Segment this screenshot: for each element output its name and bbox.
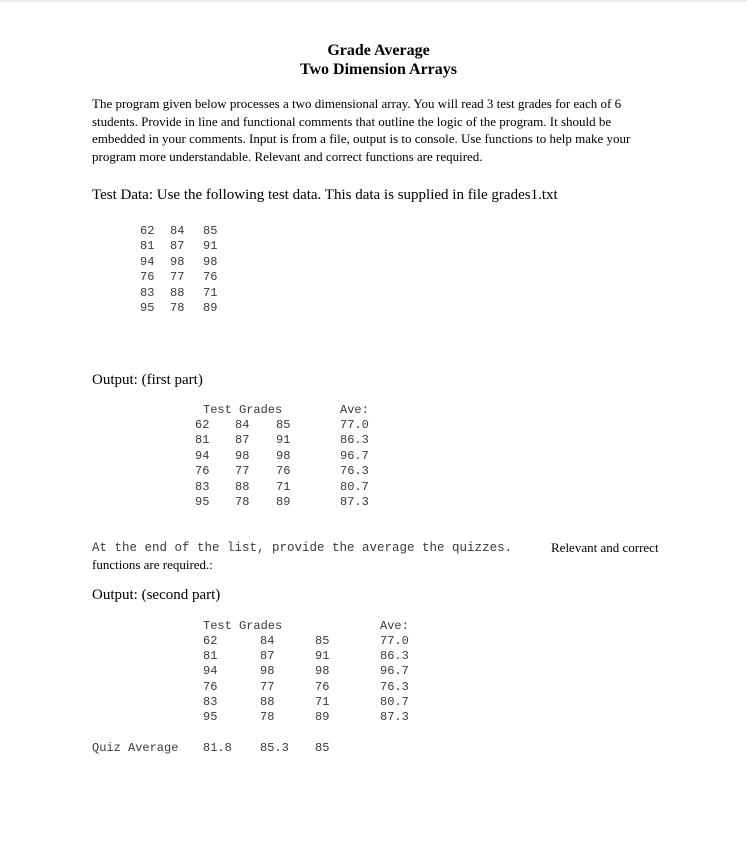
second-grade-cell: 81 bbox=[203, 649, 218, 664]
test-data-cell: 78 bbox=[170, 301, 185, 315]
first-average-cell: 77.0 bbox=[340, 418, 369, 432]
second-average-cell: 96.7 bbox=[380, 664, 409, 679]
first-grade-cell: 88 bbox=[235, 479, 250, 494]
second-grade-cell: 76 bbox=[315, 679, 330, 694]
first-grade-cell: 98 bbox=[235, 448, 250, 463]
first-grade-cell: 98 bbox=[276, 448, 291, 463]
first-grade-cell: 77 bbox=[235, 464, 250, 479]
second-average-cell: 77.0 bbox=[380, 634, 409, 648]
first-grade-cell: 78 bbox=[235, 495, 250, 509]
first-grade-cell: 81 bbox=[195, 433, 210, 448]
page-title: Grade Average bbox=[327, 42, 430, 59]
second-grade-cell: 77 bbox=[260, 679, 275, 694]
test-data-cell: 85 bbox=[203, 224, 218, 238]
test-data-cell: 98 bbox=[203, 254, 218, 269]
first-average-cell: 76.3 bbox=[340, 464, 369, 479]
second-grade-cell: 83 bbox=[203, 694, 218, 709]
first-average-cell: 96.7 bbox=[340, 448, 369, 463]
first-grade-cell: 94 bbox=[195, 448, 210, 463]
second-grades-header: Test Grades bbox=[203, 619, 283, 633]
quiz-average-2: 85.3 bbox=[260, 741, 289, 755]
first-grade-cell: 76 bbox=[276, 464, 291, 479]
instruction-serif-continued: functions are required.: bbox=[92, 557, 213, 572]
output-second-heading: Output: (second part) bbox=[92, 587, 221, 603]
intro-paragraph: The program given below processes a two dimensional array. You will read 3 test grades for each of 6 students. Provide in line and functional comments that outline the logic of the program. It should be embedded in your comments. Input is from a file, output is to console. Use functions to help make your program more understandable. Relevant and correct functions are required. bbox=[92, 96, 631, 164]
second-grade-cell: 85 bbox=[315, 634, 330, 648]
first-grade-cell: 87 bbox=[235, 433, 250, 448]
test-data-cell: 98 bbox=[170, 254, 185, 269]
second-ave-header: Ave: bbox=[380, 619, 409, 633]
output-first-heading: Output: (first part) bbox=[92, 372, 203, 388]
second-grade-cell: 95 bbox=[203, 710, 218, 724]
test-data-cell: 76 bbox=[203, 270, 218, 285]
test-data-cell: 87 bbox=[170, 239, 185, 254]
test-data-cell: 89 bbox=[203, 301, 218, 315]
first-grade-cell: 89 bbox=[276, 495, 291, 509]
second-grade-cell: 98 bbox=[315, 664, 330, 679]
second-grade-cell: 84 bbox=[260, 634, 275, 648]
first-grade-cell: 62 bbox=[195, 418, 210, 432]
first-grade-cell: 91 bbox=[276, 433, 291, 448]
first-grade-cell: 71 bbox=[276, 479, 291, 494]
second-average-cell: 87.3 bbox=[380, 710, 409, 724]
test-data-cell: 62 bbox=[140, 224, 155, 238]
instruction-serif-text: Relevant and correct bbox=[551, 540, 659, 555]
instruction-mono-text: At the end of the list, provide the average the quizzes. bbox=[92, 541, 513, 555]
second-grade-cell: 78 bbox=[260, 710, 275, 724]
test-data-cell: 84 bbox=[170, 224, 185, 238]
test-data-cell: 95 bbox=[140, 301, 155, 315]
second-grade-cell: 89 bbox=[315, 710, 330, 724]
second-grade-cell: 76 bbox=[203, 679, 218, 694]
second-average-cell: 76.3 bbox=[380, 679, 409, 694]
second-grade-cell: 87 bbox=[260, 649, 275, 664]
test-data-cell: 83 bbox=[140, 285, 155, 300]
page-subtitle: Two Dimension Arrays bbox=[299, 61, 458, 78]
second-grade-cell: 71 bbox=[315, 694, 330, 709]
first-average-cell: 86.3 bbox=[340, 433, 369, 448]
second-average-cell: 80.7 bbox=[380, 694, 409, 709]
test-data-cell: 71 bbox=[203, 285, 218, 300]
second-grade-cell: 98 bbox=[260, 664, 275, 679]
second-grade-cell: 94 bbox=[203, 664, 218, 679]
test-data-cell: 77 bbox=[170, 270, 185, 285]
quiz-average-label: Quiz Average bbox=[92, 741, 179, 755]
first-grade-cell: 76 bbox=[195, 464, 210, 479]
first-grade-cell: 85 bbox=[276, 418, 291, 432]
test-data-cell: 91 bbox=[203, 239, 218, 254]
test-data-cell: 76 bbox=[140, 270, 155, 285]
test-data-cell: 94 bbox=[140, 254, 155, 269]
first-grade-cell: 83 bbox=[195, 479, 210, 494]
first-grades-header: Test Grades bbox=[203, 403, 283, 417]
second-grade-cell: 88 bbox=[260, 694, 275, 709]
test-data-cell: 88 bbox=[170, 285, 185, 300]
test-data-heading: Test Data: Use the following test data. This data is supplied in file grades1.txt bbox=[92, 187, 558, 203]
first-average-cell: 80.7 bbox=[340, 479, 369, 494]
second-grade-cell: 91 bbox=[315, 649, 330, 664]
first-grade-cell: 95 bbox=[195, 495, 210, 509]
first-ave-header: Ave: bbox=[340, 403, 369, 417]
second-average-cell: 86.3 bbox=[380, 649, 409, 664]
top-border bbox=[0, 0, 747, 2]
second-grade-cell: 62 bbox=[203, 634, 218, 648]
quiz-average-1: 81.8 bbox=[203, 741, 232, 755]
quiz-average-3: 85 bbox=[315, 741, 330, 755]
first-average-cell: 87.3 bbox=[340, 495, 369, 509]
first-grade-cell: 84 bbox=[235, 418, 250, 432]
test-data-cell: 81 bbox=[140, 239, 155, 254]
